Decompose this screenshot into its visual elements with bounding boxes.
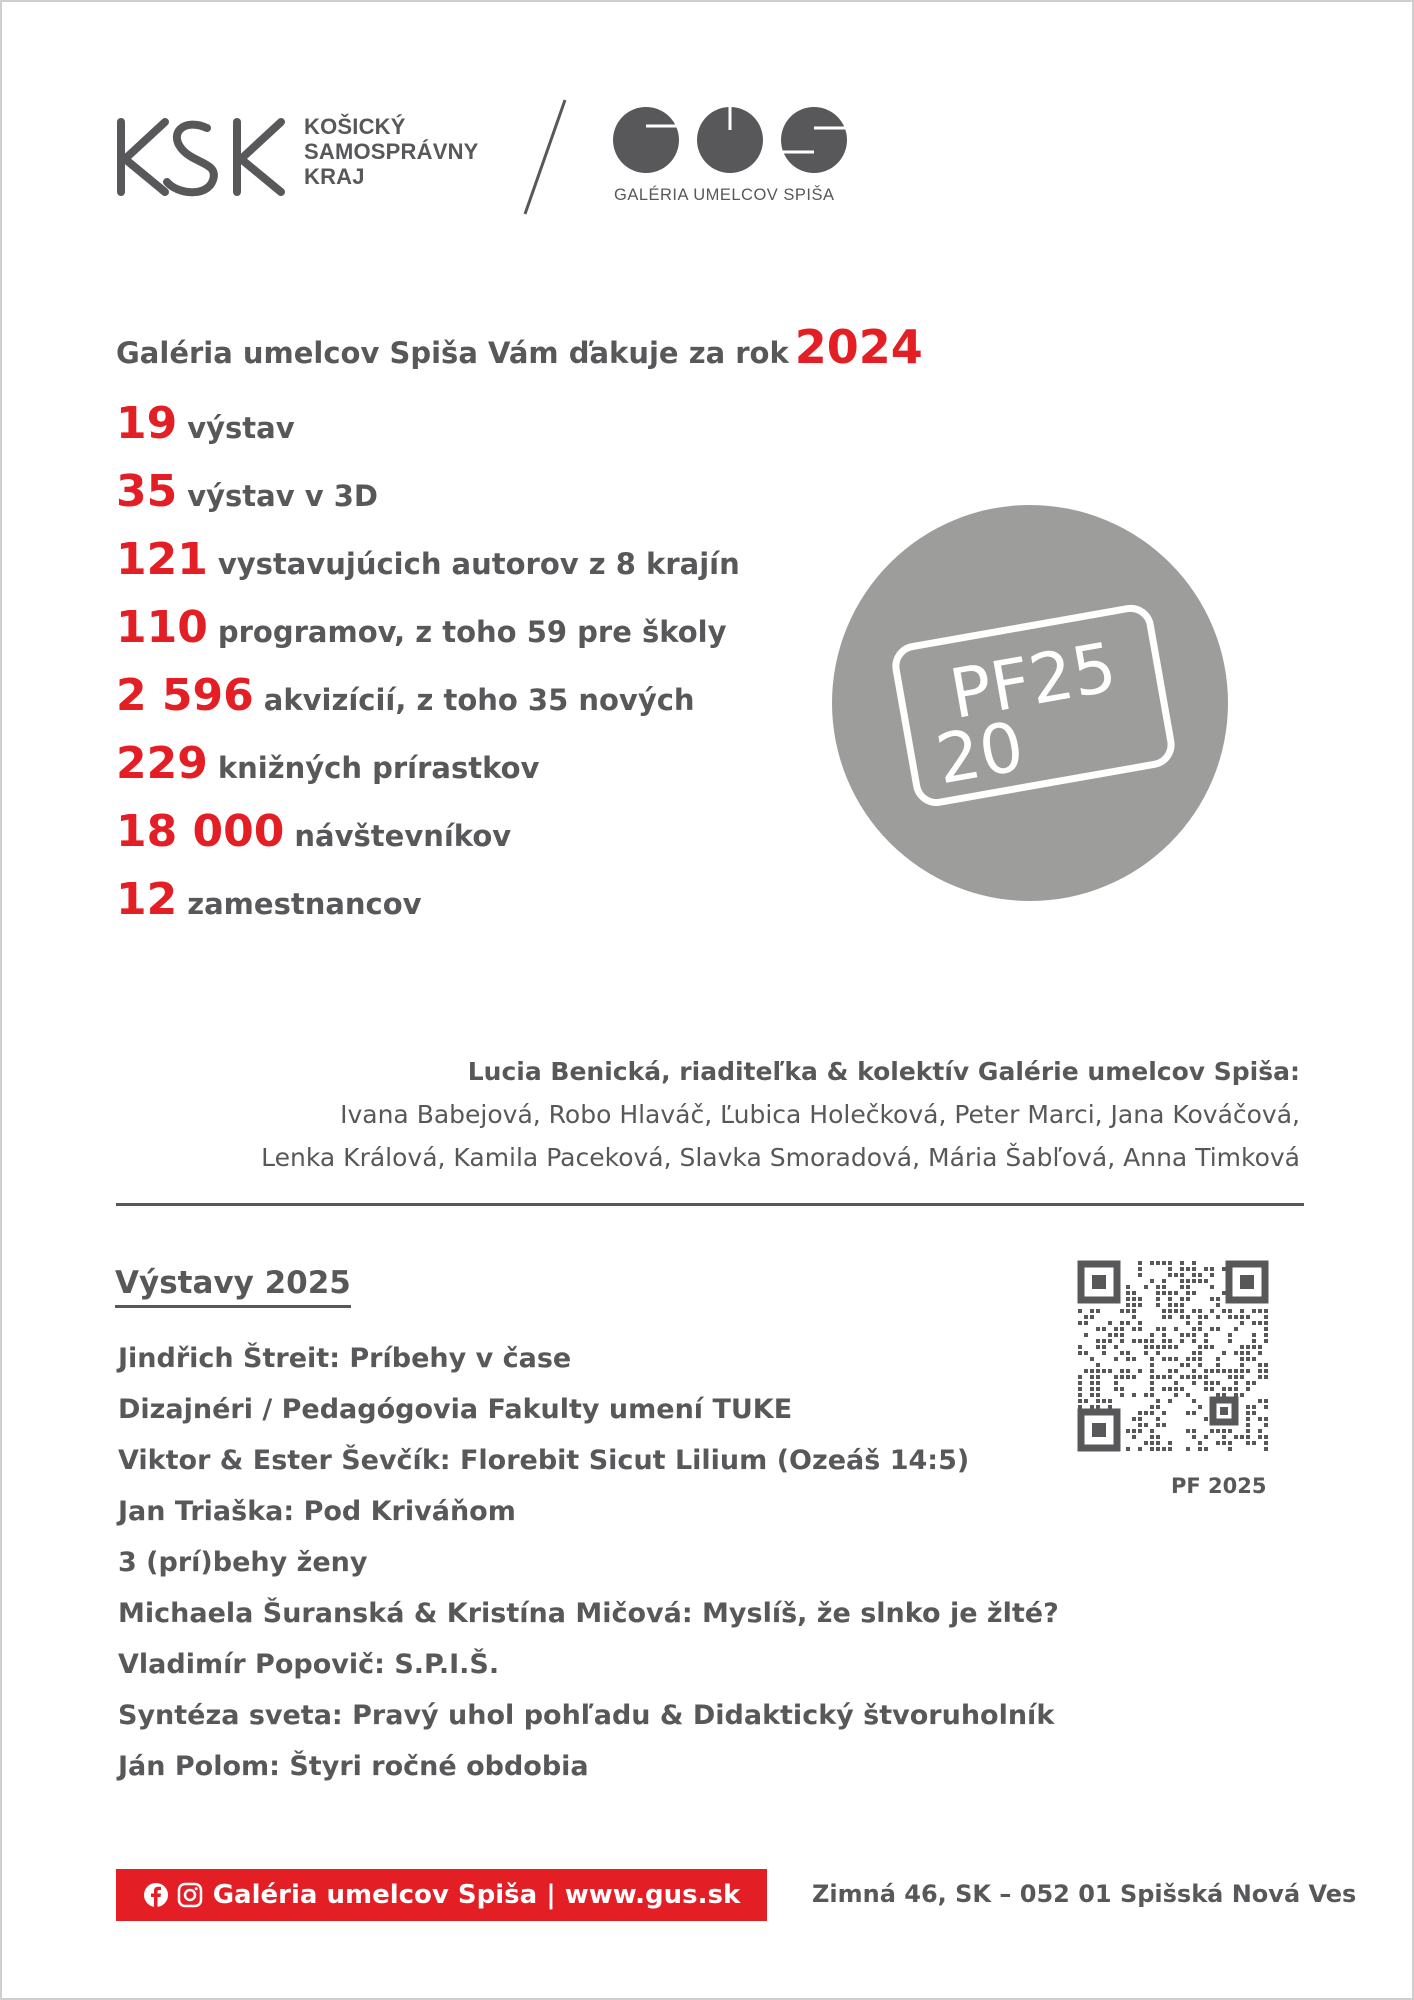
instagram-icon[interactable] — [177, 1882, 203, 1908]
exhibitions-title: Výstavy 2025 — [115, 1265, 351, 1308]
stat-label: zamestnancov — [187, 887, 422, 921]
exhibition-item: Ján Polom: Štyri ročné obdobia — [118, 1751, 589, 1782]
exhibitions-list — [118, 1343, 1059, 1802]
exhibition-item: Dizajnéri / Pedagógovia Fakulty umení TUKE — [118, 1394, 793, 1425]
intro-year: 2024 — [794, 320, 923, 374]
ksk-name — [304, 114, 479, 189]
stat-number: 2 596 — [116, 670, 254, 721]
exhibition-item: Jindřich Štreit: Príbehy v čase — [118, 1343, 572, 1374]
stat-item — [116, 534, 740, 602]
stat-number: 19 — [116, 398, 178, 449]
stat-number: 110 — [116, 602, 208, 653]
exhibition-item: 3 (prí)behy ženy — [118, 1547, 368, 1578]
stat-item — [116, 602, 740, 670]
stat-number: 35 — [116, 466, 178, 517]
stat-item — [116, 738, 740, 806]
stats-list — [116, 398, 740, 942]
exhibition-item: Syntéza sveta: Pravý uhol pohľadu & Didaktický štvoruholník — [118, 1700, 1055, 1731]
stat-label: programov, z toho 59 pre školy — [217, 615, 727, 649]
stat-label: knižných prírastkov — [217, 751, 540, 785]
team-members-line: Lenka Králová, Kamila Paceková, Slavka Smoradová, Mária Šabľová, Anna Timková — [261, 1143, 1300, 1172]
team-members-line: Ivana Babejová, Robo Hlaváč, Ľubica Holečková, Peter Marci, Jana Kováčová, — [340, 1100, 1300, 1129]
stat-label: akvizícií, z toho 35 nových — [263, 683, 695, 717]
stat-item — [116, 806, 740, 874]
stat-label: výstav — [187, 411, 295, 445]
gus-logo — [612, 106, 852, 174]
exhibition-item: Michaela Šuranská & Kristína Mičová: Myslíš, že slnko je žlté? — [118, 1598, 1059, 1629]
gus-caption: GALÉRIA UMELCOV SPIŠA — [614, 186, 835, 204]
exhibition-item: Jan Triaška: Pod Kriváňom — [118, 1496, 516, 1527]
facebook-icon[interactable] — [143, 1882, 169, 1908]
stat-number: 121 — [116, 534, 208, 585]
logo-divider — [517, 96, 573, 218]
social-icons — [143, 1882, 203, 1908]
ksk-name-line: KOŠICKÝ — [304, 114, 406, 139]
footer-link-text[interactable]: Galéria umelcov Spiša | www.gus.sk — [212, 1880, 741, 1910]
stat-label: návštevníkov — [294, 819, 512, 853]
pf-stamp-line2: 20 — [930, 707, 1030, 801]
ksk-logo — [115, 114, 291, 200]
address: Zimná 46, SK – 052 01 Spišská Nová Ves — [812, 1880, 1357, 1908]
stat-number: 18 000 — [116, 806, 285, 857]
pf-stamp-line1: PF25 — [944, 628, 1123, 735]
stat-label: výstav v 3D — [187, 479, 378, 513]
qr-code[interactable] — [1077, 1260, 1269, 1452]
stat-item — [116, 874, 740, 942]
ksk-name-line: KRAJ — [304, 164, 365, 189]
exhibition-item: Viktor & Ester Ševčík: Florebit Sicut Lilium (Ozeáš 14:5) — [118, 1445, 970, 1476]
intro-text: Galéria umelcov Spiša Vám ďakuje za rok — [116, 336, 789, 370]
ksk-name-line: SAMOSPRÁVNY — [304, 139, 479, 164]
intro-heading — [116, 320, 923, 374]
stat-label: vystavujúcich autorov z 8 krajín — [217, 547, 740, 581]
exhibition-item: Vladimír Popovič: S.P.I.Š. — [118, 1649, 500, 1680]
section-divider — [116, 1203, 1304, 1206]
pf-2025-badge — [832, 505, 1228, 901]
footer-link-bar[interactable] — [116, 1869, 767, 1921]
stat-number: 229 — [116, 738, 208, 789]
stat-item — [116, 398, 740, 466]
stat-item — [116, 466, 740, 534]
team-heading: Lucia Benická, riaditeľka & kolektív Galérie umelcov Spiša: — [467, 1057, 1300, 1086]
stat-item — [116, 670, 740, 738]
stat-number: 12 — [116, 874, 178, 925]
pf-stamp — [832, 505, 1228, 901]
qr-label: PF 2025 — [1171, 1474, 1267, 1498]
